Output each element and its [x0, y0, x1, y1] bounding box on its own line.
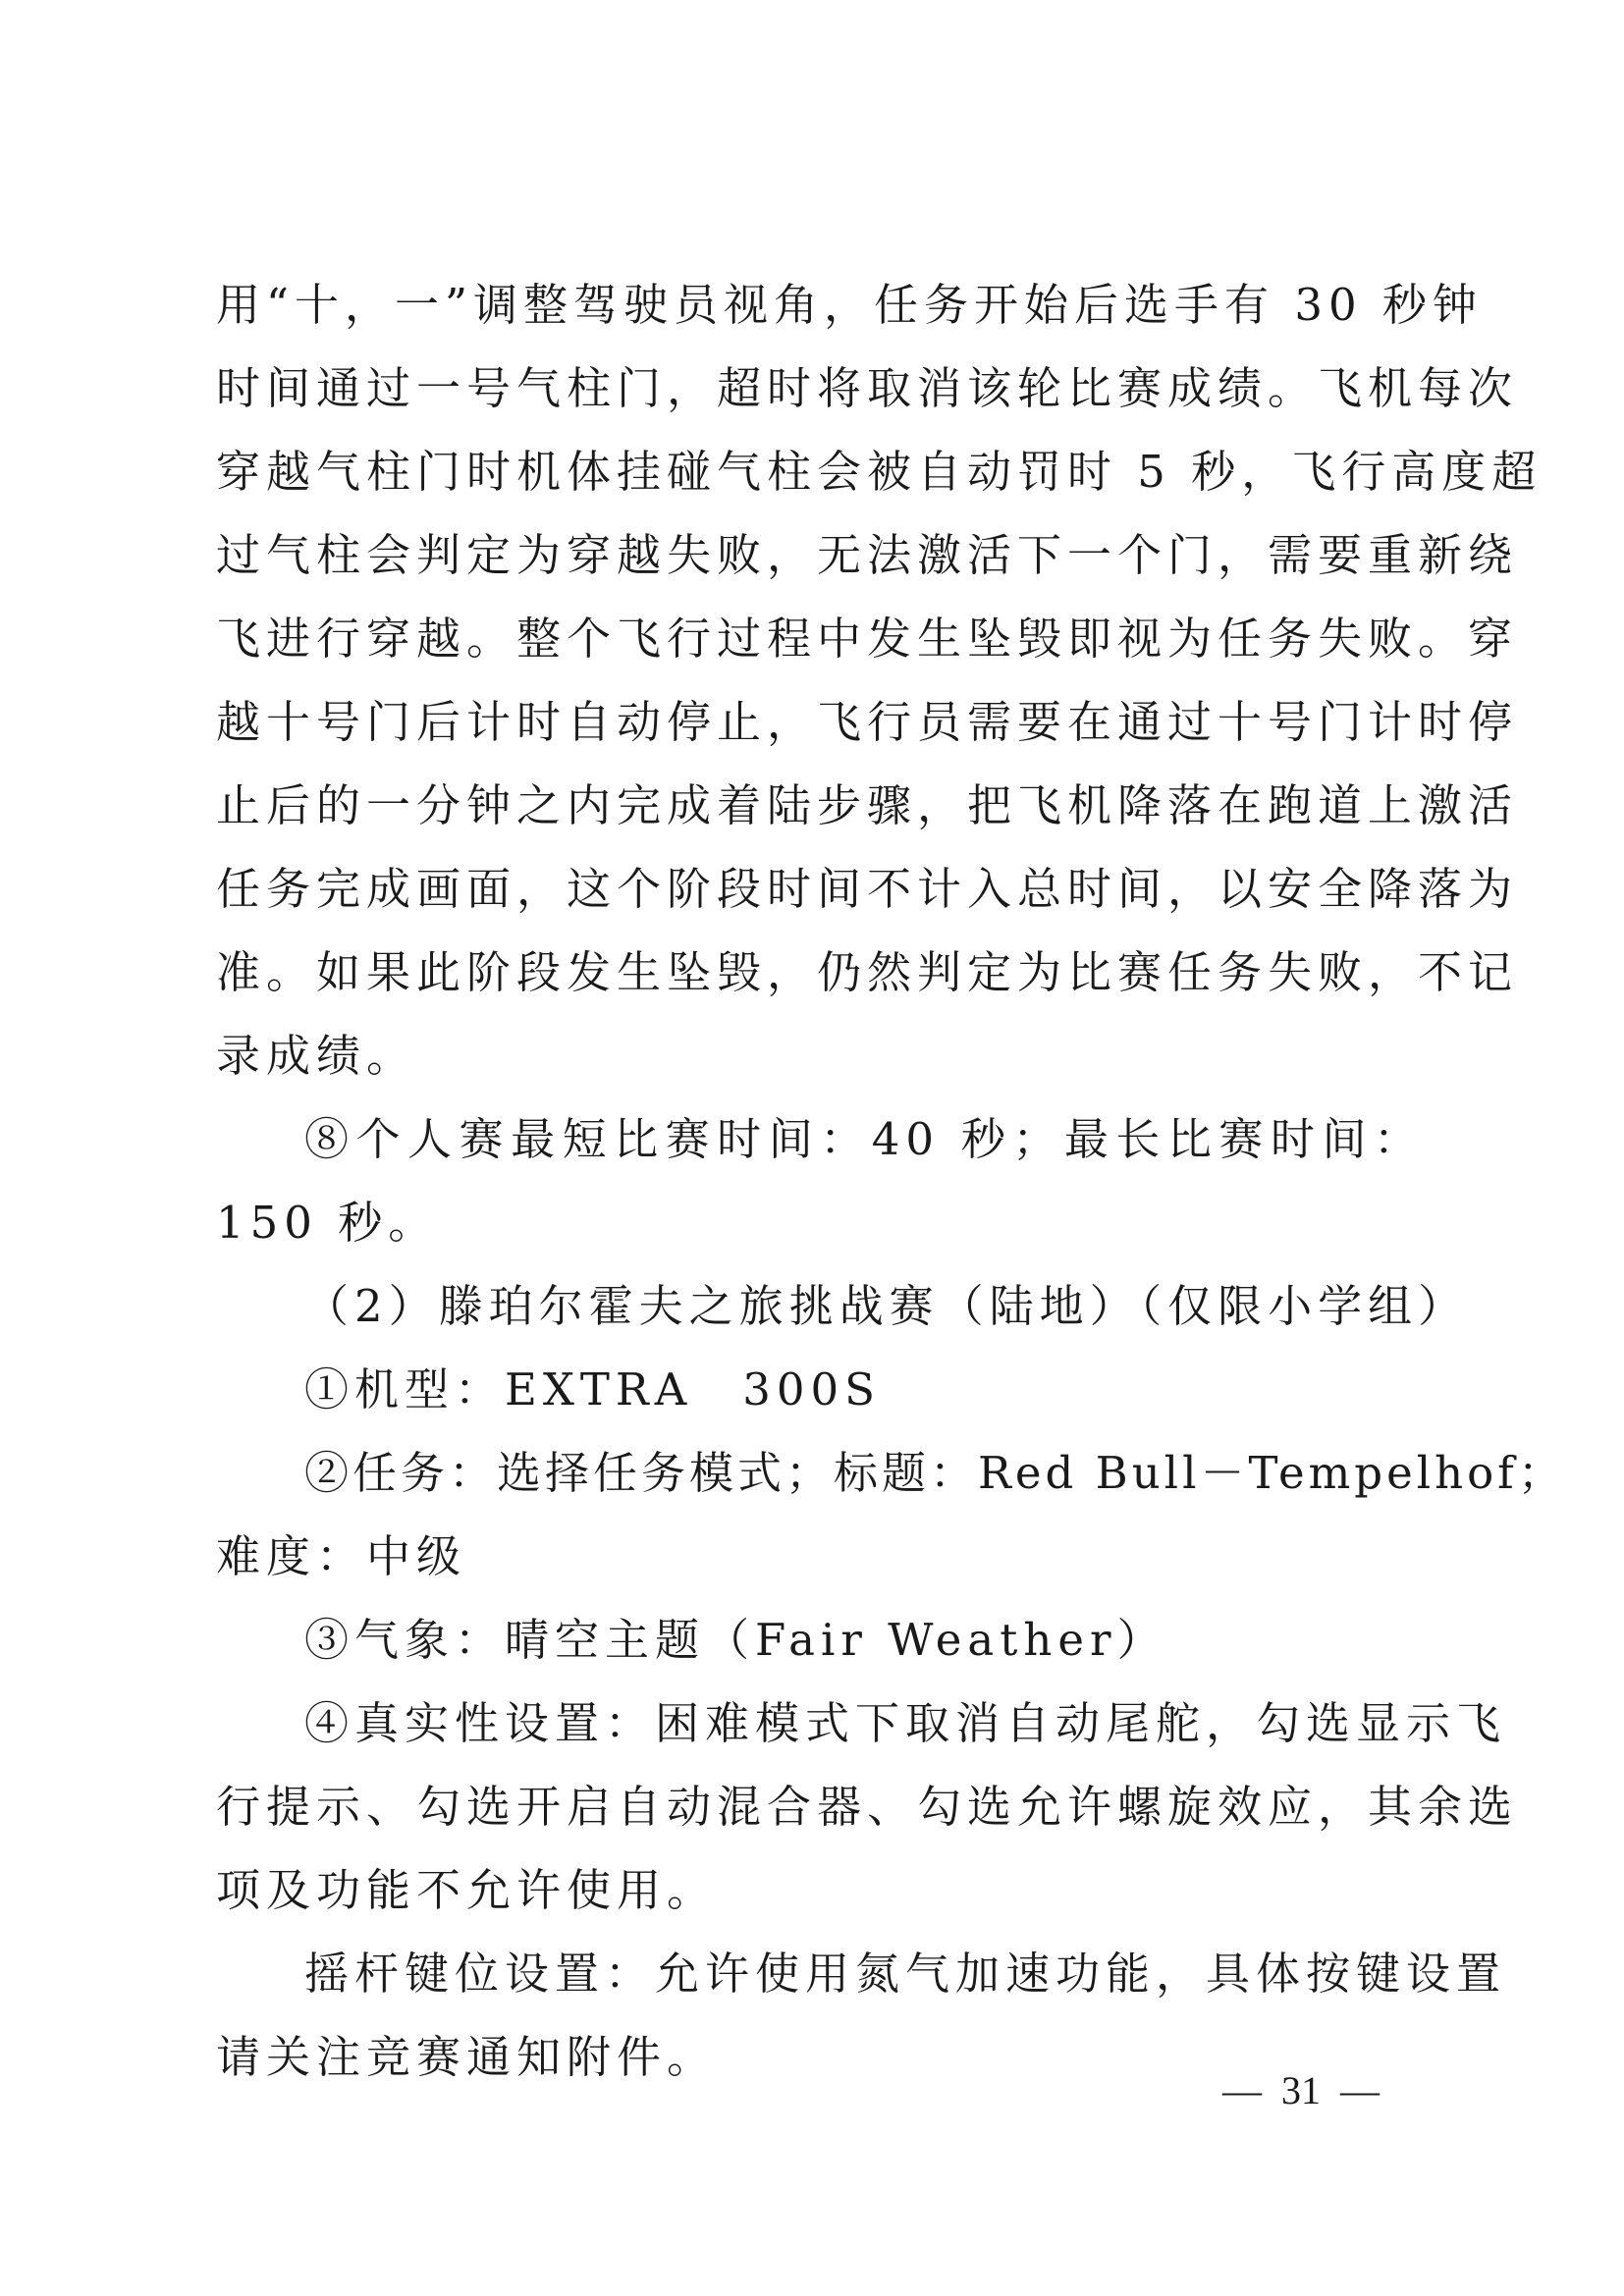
text-line: 过气柱会判定为穿越失败，无法激活下一个门，需要重新绕: [216, 529, 1519, 581]
text-line: 准。如果此阶段发生坠毁，仍然判定为比赛任务失败，不记: [216, 946, 1519, 998]
text-line: 止后的一分钟之内完成着陆步骤，把飞机降落在跑道上激活: [216, 779, 1519, 831]
text-line: 难度：中级: [216, 1530, 467, 1582]
text-line: ⑧个人赛最短比赛时间：40 秒；最长比赛时间：: [304, 1113, 1424, 1165]
text-line: 穿越气柱门时机体挂碰气柱会被自动罚时 5 秒，飞行高度超: [216, 446, 1543, 498]
text-line: 录成绩。: [216, 1030, 417, 1082]
text-line: 项及功能不允许使用。: [216, 1864, 718, 1916]
text-line: ①机型：EXTRA 300S: [304, 1363, 881, 1415]
text-line: 用“十，一”调整驾驶员视角，任务开始后选手有 30 秒钟: [216, 279, 1483, 331]
text-line: 任务完成画面，这个阶段时间不计入总时间，以安全降落为: [216, 863, 1519, 915]
text-line: 时间通过一号气柱门，超时将取消该轮比赛成绩。飞机每次: [216, 362, 1519, 414]
text-line: 摇杆键位设置：允许使用氮气加速功能，具体按键设置: [304, 1948, 1507, 2000]
section-heading: （2）滕珀尔霍夫之旅挑战赛（陆地）（仅限小学组）: [304, 1280, 1469, 1332]
text-line: ④真实性设置：困难模式下取消自动尾舵，勾选显示飞: [304, 1697, 1507, 1749]
text-line: 行提示、勾选开启自动混合器、勾选允许螺旋效应，其余选: [216, 1781, 1519, 1833]
text-line: ②任务：选择任务模式；标题：Red Bull－Tempelhof；: [304, 1447, 1566, 1499]
text-line: 飞进行穿越。整个飞行过程中发生坠毁即视为任务失败。穿: [216, 613, 1519, 665]
page-number: — 31 —: [1222, 2068, 1380, 2112]
text-line: 150 秒。: [216, 1197, 439, 1249]
text-line: 越十号门后计时自动停止，飞行员需要在通过十号门计时停: [216, 696, 1519, 748]
text-line: 请关注竞赛通知附件。: [216, 2031, 718, 2083]
text-line: ③气象：晴空主题（Fair Weather）: [304, 1614, 1167, 1666]
